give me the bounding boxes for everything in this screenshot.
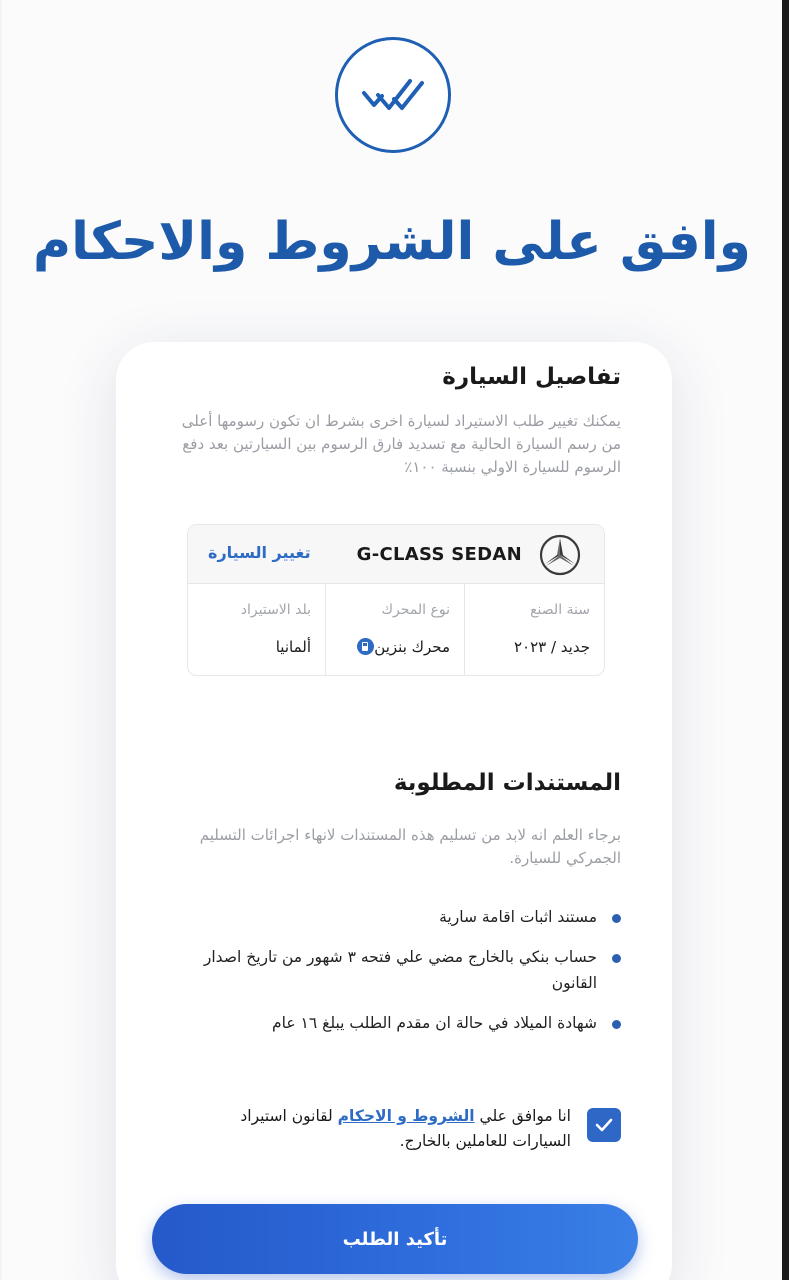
fuel-icon bbox=[357, 638, 374, 655]
documents-list bbox=[201, 904, 621, 1050]
documents-description: برجاء العلم انه لابد من تسليم هذه المستندات لانهاء اجرائات التسليم الجمركي للسيارة. bbox=[199, 826, 621, 867]
list-item bbox=[201, 944, 621, 996]
confirm-request-button[interactable] bbox=[152, 1204, 638, 1274]
spec-import-country bbox=[188, 583, 326, 675]
car-details-title: تفاصيل السيارة bbox=[442, 364, 621, 390]
spec-value-wrap bbox=[352, 638, 450, 656]
terms-consent-text bbox=[221, 1104, 571, 1154]
bullet-icon bbox=[612, 1020, 621, 1029]
terms-checkbox[interactable] bbox=[587, 1108, 621, 1142]
checkmark-icon bbox=[595, 1118, 613, 1132]
screen-edge bbox=[782, 0, 789, 1280]
document-item-text: حساب بنكي بالخارج مضي علي فتحه ٣ شهور من تاريخ اصدار القانون bbox=[203, 948, 597, 992]
list-item bbox=[201, 1010, 621, 1036]
list-item bbox=[201, 904, 621, 930]
car-details-description: يمكنك تغيير طلب الاستيراد لسيارة اخرى بشرط ان تكون رسومها أعلى من رسم السيارة الحالية مع تسديد فارق الرسوم بين السيارتين بعد دفع الرسوم للسيارة الاولي بنسبة ١٠٠٪ bbox=[181, 412, 621, 476]
bullet-icon bbox=[612, 954, 621, 963]
document-item-text: شهادة الميلاد في حالة ان مقدم الطلب يبلغ ١٦ عام bbox=[272, 1014, 597, 1032]
spec-value: ألمانيا bbox=[275, 638, 311, 656]
car-info-box bbox=[187, 524, 605, 676]
document-item-text: مستند اثبات اقامة سارية bbox=[439, 908, 597, 926]
page-title: وافق على الشروط والاحكام bbox=[33, 212, 751, 272]
spec-label: نوع المحرك bbox=[381, 602, 450, 618]
screen bbox=[2, 0, 782, 1280]
mercedes-logo-icon bbox=[538, 533, 582, 577]
consent-text-after: لقانون استيراد السيارات للعاملين بالخارج. bbox=[240, 1107, 571, 1150]
terms-link[interactable]: الشروط و الاحكام bbox=[337, 1107, 475, 1125]
change-car-link[interactable]: تغيير السيارة bbox=[208, 543, 311, 562]
spec-value: محرك بنزين bbox=[374, 638, 450, 656]
spec-manufacture-year bbox=[466, 583, 604, 675]
consent-text-before: انا موافق علي bbox=[474, 1107, 571, 1125]
details-card bbox=[116, 342, 672, 1280]
car-model: G-CLASS SEDAN bbox=[356, 544, 522, 565]
documents-title: المستندات المطلوبة bbox=[393, 770, 621, 796]
spec-label: سنة الصنع bbox=[530, 602, 590, 618]
spec-value: جديد / ٢٠٢٣ bbox=[513, 638, 590, 656]
check-logo-icon bbox=[335, 37, 451, 153]
bullet-icon bbox=[612, 914, 621, 923]
car-info-header bbox=[188, 525, 604, 584]
spec-label: بلد الاستيراد bbox=[240, 602, 311, 618]
spec-engine-type bbox=[327, 583, 465, 675]
confirm-request-label: تأكيد الطلب bbox=[342, 1228, 448, 1250]
